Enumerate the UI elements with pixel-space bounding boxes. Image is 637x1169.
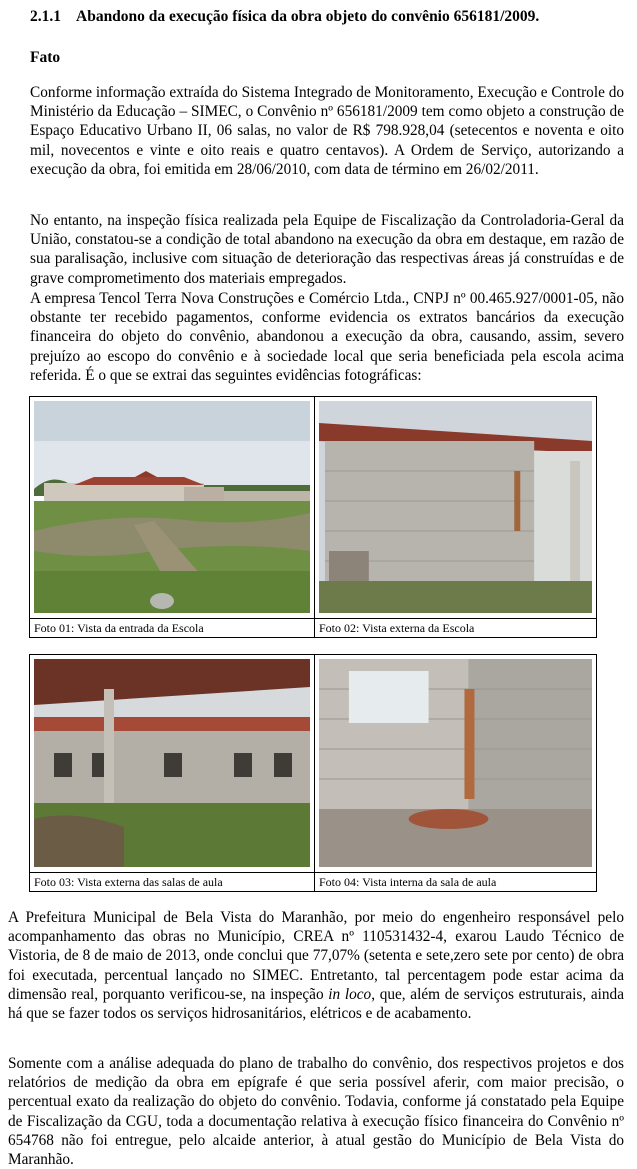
paragraph-analise: Somente com a análise adequada do plano de trabalho do convênio, dos respectivos projetos e dos relatórios de medição da obra em epígrafe é que seria possível aferir, com maior precisão, o percentual exato da realização do objeto do convênio. Todavia, conforme já constatado pela Equipe de Fiscalização da CGU, toda a documentação relativa à execução físico financeira do Convênio nº 654768 não foi entregue, pelo alcaide anterior, à atual gestão do Município de Bela Vista do Maranhão. <box>8 1055 624 1169</box>
photo-cell-3 <box>30 655 315 891</box>
photo-caption-2: Foto 02: Vista externa da Escola <box>315 618 596 637</box>
photo-cell-4 <box>315 655 596 891</box>
paragraph-inspecao: No entanto, na inspeção física realizada pela Equipe de Fiscalização da Controladoria-Geral da União, constatou-se a condição de total abandono na execução da obra em destaque, em razão de sua paralisação, inclusive com situação de deterioração das respectivas áreas já construídas e de grave comprometimento dos materiais empregados. <box>30 212 624 287</box>
photo-table-row-2 <box>29 654 597 892</box>
section-heading <box>30 8 539 26</box>
paragraph-laudo-italic: in loco <box>328 985 372 1003</box>
paragraph-laudo-text-1: A Prefeitura Municipal de Bela Vista do Maranhão, por meio do engenheiro responsável pelo acompanhamento das obras no Município, CREA nº 110531432-4, exarou Laudo Técnico de Vistoria, de 8 de maio de 2013, onde conclui que 77,07% (setenta e sete,zero sete por cento) de obra foi executada, percentual lançado no SIMEC. Entretanto, tal percentagem pode estar acima da dimensão real, porquanto verificou-se, na inspeção <box>8 909 624 1003</box>
subheading-fato: Fato <box>30 49 61 66</box>
photo-caption-3: Foto 03: Vista externa das salas de aula <box>30 872 314 891</box>
photo-classroom-interior <box>319 659 592 867</box>
paragraph-empresa: A empresa Tencol Terra Nova Construções e Comércio Ltda., CNPJ nº 00.465.927/0001-05, não obstante ter recebido pagamentos, conforme evidencia os extratos bancários da execução financeira do objeto do convênio, abandonou a execução da obra, causando, assim, severo prejuízo ao escopo do convênio e à sociedade local que seria beneficiada pela escola acima referida. É o que se extrai das seguintes evidências fotográficas: <box>30 290 624 384</box>
paragraph-laudo-text-2: , que, além de serviços estruturais, ainda há que se fazer todos os serviços hidrosanitários, elétricos e de acabamento. <box>8 985 624 1023</box>
photo-cell-2 <box>315 397 596 637</box>
section-number: 2.1.1 <box>30 8 61 25</box>
photo-caption-4: Foto 04: Vista interna da sala de aula <box>315 872 596 891</box>
photo-school-exterior <box>319 401 592 613</box>
photo-classroom-exterior <box>34 659 310 867</box>
photo-cell-1 <box>30 397 315 637</box>
photo-school-entrance <box>34 401 310 613</box>
paragraph-laudo <box>8 908 624 1023</box>
section-title: Abandono da execução física da obra objeto do convênio 656181/2009. <box>76 8 540 25</box>
photo-table-row-1 <box>29 396 597 638</box>
paragraph-convenio-info: Conforme informação extraída do Sistema Integrado de Monitoramento, Execução e Controle do Ministério da Educação – SIMEC, o Convênio nº 656181/2009 tem como objeto a construção de Espaço Educativo Urbano II, 06 salas, no valor de R$ 798.928,04 (setecentos e noventa e oito mil, novecentos e vinte e oito reais e quatro centavos). A Ordem de Serviço, autorizando a execução da obra, foi emitida em 28/06/2010, com data de término em 26/02/2011. <box>30 84 624 178</box>
photo-caption-1: Foto 01: Vista da entrada da Escola <box>30 618 314 637</box>
